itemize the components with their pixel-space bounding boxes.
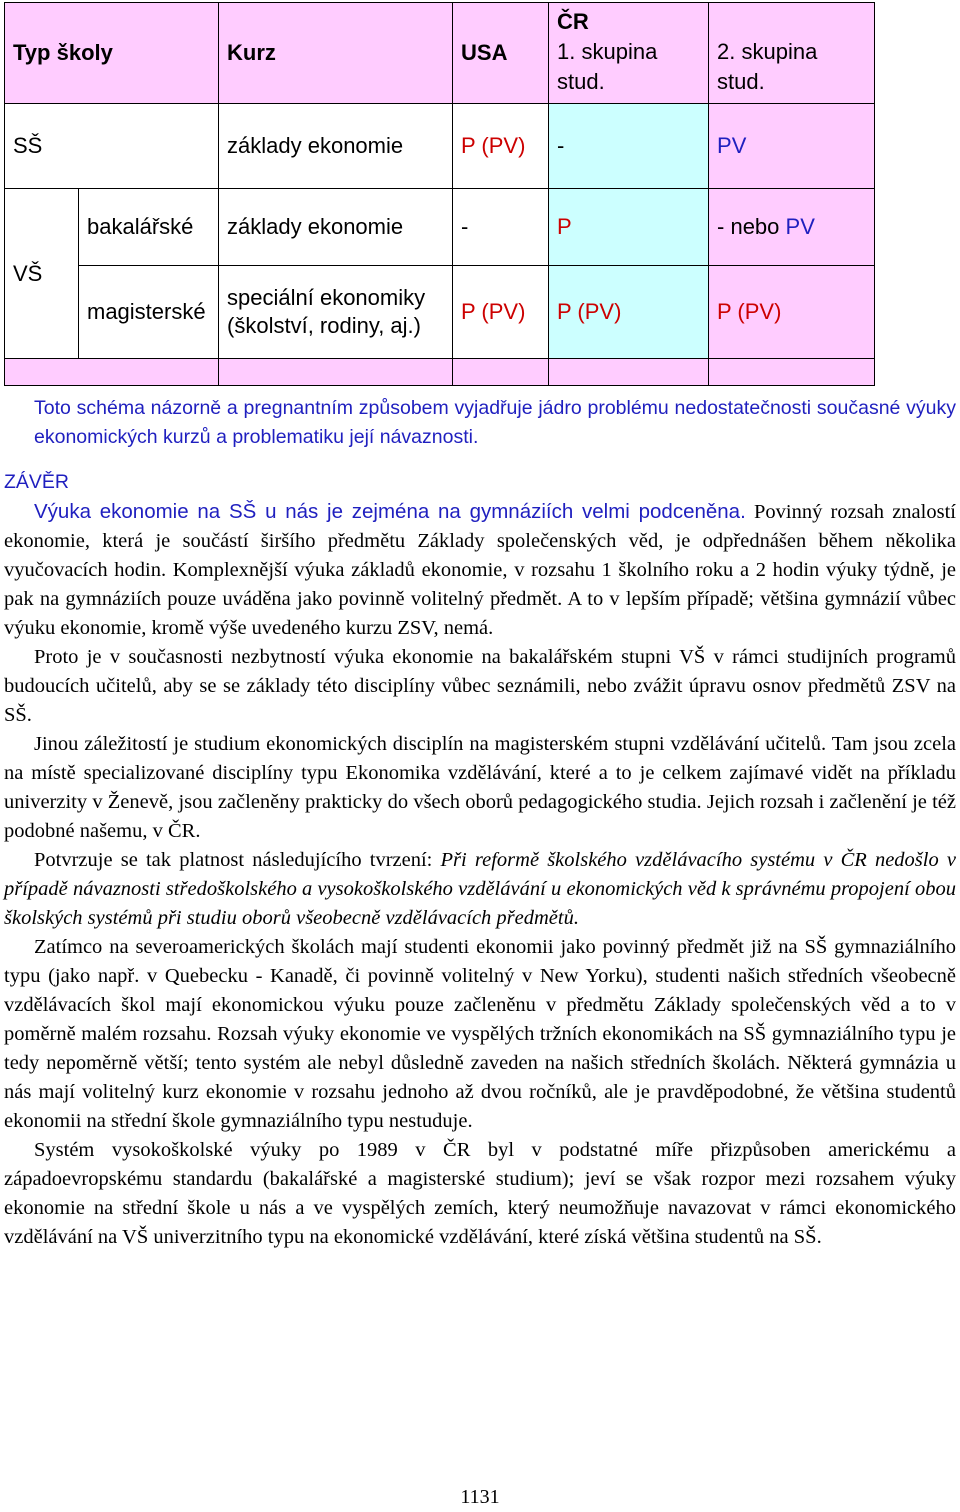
row-bak-cz2-dash: - nebo [717, 214, 780, 239]
paragraph-3: Jinou záležitostí je studium ekonomických disciplín na magisterském stupni vzdělávání učitelů. Tam jsou zcela na místě specializované disciplíny typu Ekonomika vzdělávání, které a to je celkem zajímavé vidět na příkladu univerzity v Ženevě, jsou začleněny prakticky do všech oborů pedagogického studia. Jejich rozsah i začlenění je též podobné našemu, v ČR. [4, 733, 956, 842]
paragraph-4-start: Potvrzuje se tak platnost následujícího tvrzení: [34, 849, 441, 871]
table-footer-row [5, 359, 875, 386]
row-mag-cz2: P (PV) [709, 266, 875, 359]
paragraph-6: Systém vysokoškolské výuky po 1989 v ČR byl v podstatné míře přizpůsoben americkému a západoevropskému standardu (bakalářské a magisterské studium); jeví se však rozpor mezi rozsahem výuky ekonomie na střední škole u nás a ve vyspělých zemích, který neumožňuje navazovat v rámci ekonomického vzdělávání na VŠ univerzitního typu na ekonomické vzdělávání, které získá většina studentů na SŠ. [4, 1139, 956, 1248]
row-ss-cz2: PV [709, 104, 875, 189]
comparison-table [4, 2, 875, 386]
row-vs-type: VŠ [5, 189, 79, 359]
paragraph-1 [4, 497, 956, 643]
row-bak-cz2-pv: PV [785, 214, 815, 239]
paragraph-4 [4, 846, 956, 933]
paragraph-5: Zatímco na severoamerických školách mají studenti ekonomii jako povinný předmět již na SŠ gymnaziálního typu (jako např. v Quebecku - Kanadě, či povinně volitelný v New Yorku), studenti našich středních všeobecně vzdělávacích škol mají ekonomickou výuku pouze začleněnu v předmětu Základy společenských věd a to v poměrně malém rozsahu. Rozsah výuky ekonomie ve vyspělých tržních ekonomikách na SŠ gymnaziálního typu je tedy nepoměrně větší; tento systém ale nebyl důsledně zaveden na našich středních školách. Některá gymnázia u nás mají volitelný kurz ekonomie v rozsahu jednoho až dvou ročníků, ale je pravděpodobné, že většina studentů ekonomii na střední škole gymnaziálního typu nestuduje. [4, 936, 956, 1132]
row-mag-level: magisterské [79, 266, 219, 359]
row-ss-cz1: - [549, 104, 709, 189]
paragraph-2: Proto je v současnosti nezbytností výuka ekonomie na bakalářském stupni VŠ v rámci studijních programů budoucích učitelů, aby se se základy této disciplíny vůbec seznámili, nebo zvážit úpravu osnov předmětů ZSV na SŠ. [4, 646, 956, 726]
table-row [5, 266, 875, 359]
row-bak-course: základy ekonomie [219, 189, 453, 266]
header-course: Kurz [219, 3, 453, 104]
page-number: 1131 [460, 1486, 500, 1508]
document-body [4, 394, 956, 1252]
row-mag-cz1: P (PV) [549, 266, 709, 359]
row-mag-course-line1: speciální ekonomiky [227, 285, 426, 310]
paragraph-1-lead: Výuka ekonomie na SŠ u nás je zejména na gymnáziích velmi podceněna. [34, 500, 746, 523]
table-header-row [5, 3, 875, 104]
row-bak-cz2 [709, 189, 875, 266]
row-bak-usa: - [453, 189, 549, 266]
paragraph-1-rest: Povinný rozsah znalostí ekonomie, která je součástí širšího předmětu Základy společenských věd, je odpřednášen během několika vyučovacích hodin. Komplexnější výuka základů ekonomie, v rozsahu 1 školního roku a 2 hodin výuky týdně, je pak na gymnáziích pouze uváděna jako povinně volitelný předmět. A to v lepším případě; většina gymnázií vůbec výuku ekonomie, kromě výše uvedeného kurzu ZSV, nemá. [4, 501, 956, 639]
header-cz-group2 [709, 3, 875, 104]
header-cz: ČR [557, 9, 589, 34]
table-caption: Toto schéma názorně a pregnantním způsobem vyjadřuje jádro problému nedostatečnosti současné výuky ekonomických kurzů a problematiku její návaznosti. [34, 397, 956, 448]
header-school-type: Typ školy [5, 3, 219, 104]
paragraph-4-quote: Při reformě školského vzdělávacího systému v ČR nedošlo v případě návaznosti středoškolského a vysokoškolského vzdělávání u ekonomických věd k správnému propojení obou školských systémů při studiu oborů všeobecně vzdělávacích předmětů. [4, 849, 956, 929]
header-group2: 2. skupina stud. [717, 39, 818, 94]
header-usa: USA [453, 3, 549, 104]
row-mag-course [219, 266, 453, 359]
row-mag-usa: P (PV) [453, 266, 549, 359]
row-mag-course-line2: (školství, rodiny, aj.) [227, 313, 421, 338]
section-heading: ZÁVĚR [4, 471, 70, 493]
table-row [5, 189, 875, 266]
row-ss-type: SŠ [5, 104, 219, 189]
row-ss-usa: P (PV) [453, 104, 549, 189]
table-row [5, 104, 875, 189]
header-cz-group1 [549, 3, 709, 104]
row-ss-course: základy ekonomie [219, 104, 453, 189]
header-group1: 1. skupina stud. [557, 39, 658, 94]
row-bak-cz1: P [549, 189, 709, 266]
row-bak-level: bakalářské [79, 189, 219, 266]
